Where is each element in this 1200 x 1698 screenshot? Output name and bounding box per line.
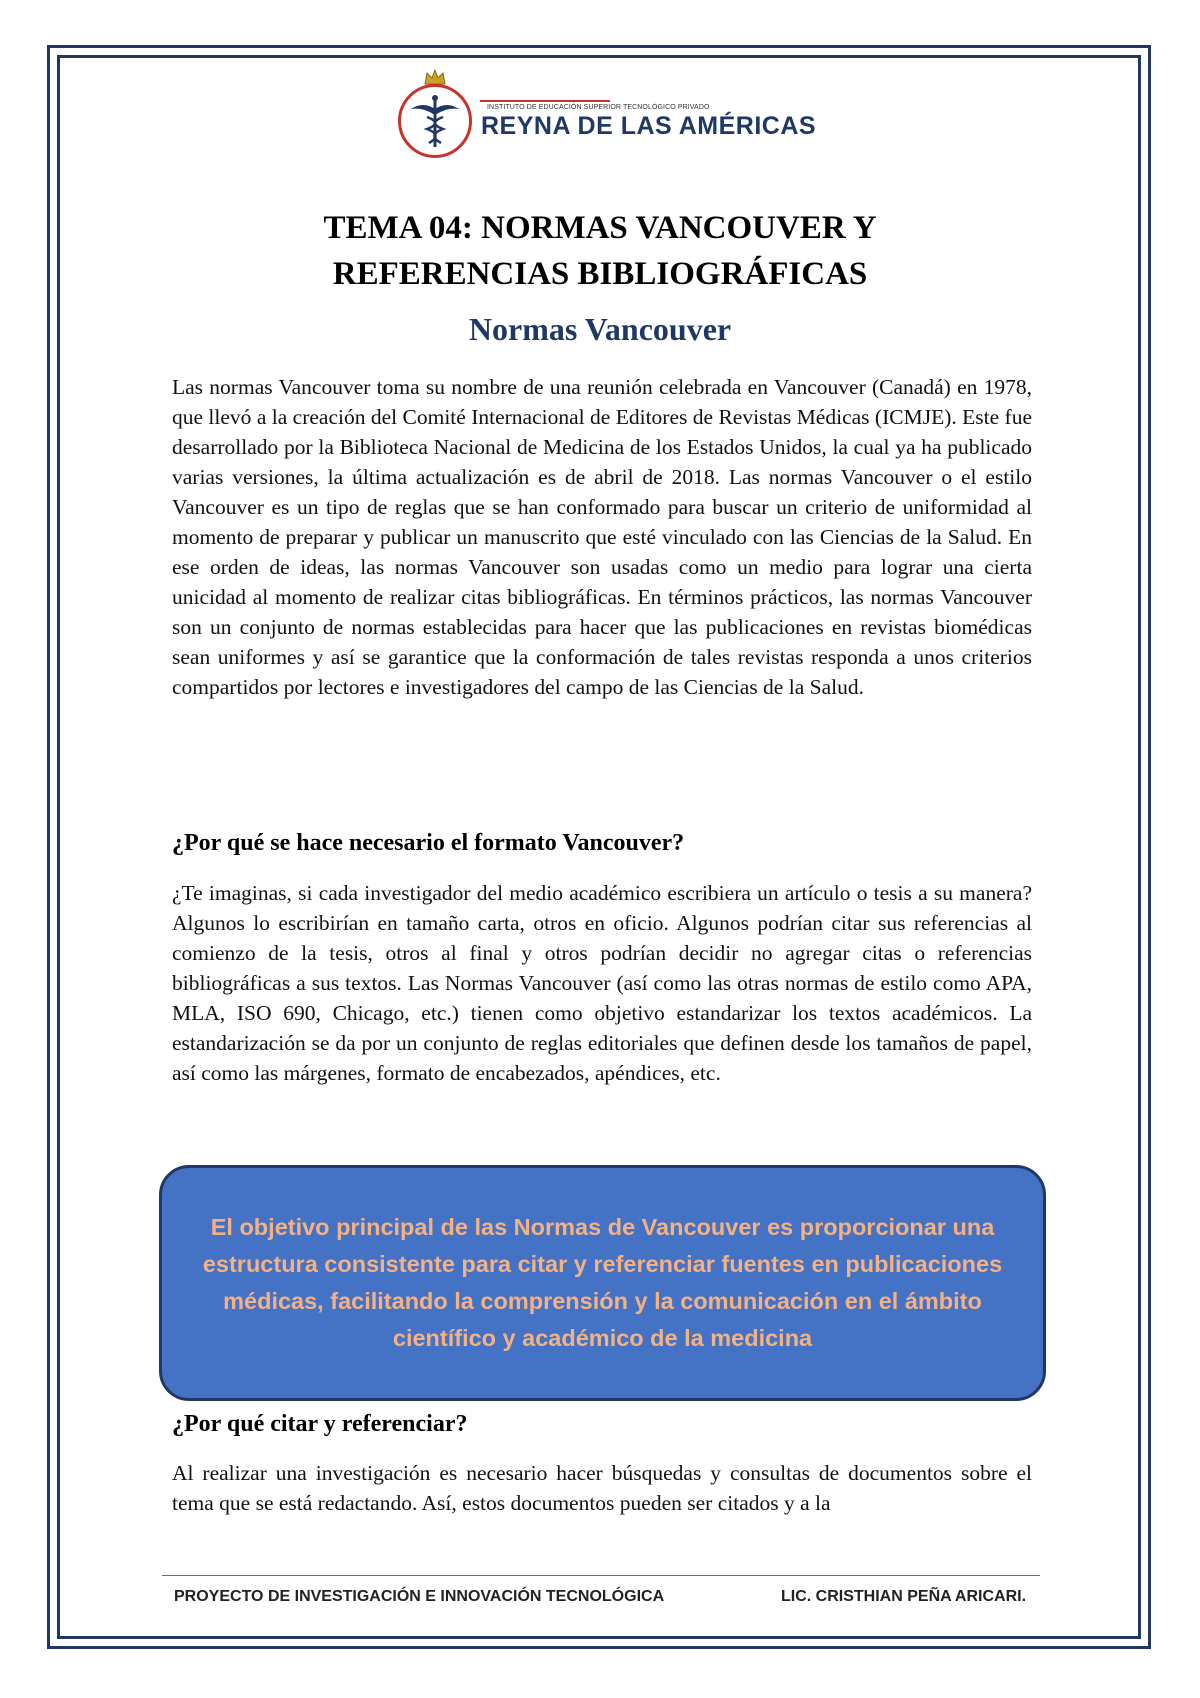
- brand-name: REYNA DE LAS AMÉRICAS: [481, 112, 817, 140]
- footer-divider: [162, 1575, 1040, 1576]
- footer-author: LIC. CRISTHIAN PEÑA ARICARI.: [781, 1588, 1027, 1605]
- institute-line: INSTITUTO DE EDUCACIÓN SUPERIOR TECNOLÓGICO PRIVADO: [487, 104, 710, 111]
- paragraph-intro: Las normas Vancouver toma su nombre de una reunión celebrada en Vancouver (Canadá) en 1978, que llevó a la creación del Comité Internacional de Editores de Revistas Médicas (ICMJE). Este fue desarrollado por la Biblioteca Nacional de Medicina de los Estados Unidos, la cual ya ha publicado varias versiones, la última actualización es de abril de 2018. Las normas Vancouver o el estilo Vancouver es un tipo de reglas que se han conformado para buscar un criterio de uniformidad al momento de preparar y publicar un manuscrito que esté vinculado con las Ciencias de la Salud. En ese orden de ideas, las normas Vancouver son usadas como un medio para lograr una cierta unicidad al momento de realizar citas bibliográficas. En términos prácticos, las normas Vancouver son un conjunto de normas establecidas para hacer que las publicaciones en revistas biomédicas sean uniformes y así se garantice que la conformación de tales revistas responda a unos criterios compartidos por lectores e investigadores del campo de las Ciencias de la Salud.: [172, 375, 1032, 699]
- title-line-1: TEMA 04: NORMAS VANCOUVER Y: [323, 210, 877, 246]
- caduceus-icon: [398, 84, 472, 158]
- footer-project: PROYECTO DE INVESTIGACIÓN E INNOVACIÓN TECNOLÓGICA: [174, 1588, 665, 1605]
- institution-logo: [392, 62, 817, 162]
- title-line-2: REFERENCIAS BIBLIOGRÁFICAS: [332, 256, 868, 292]
- page-title: [120, 205, 1080, 297]
- section-subtitle: Normas Vancouver: [468, 311, 732, 347]
- paragraph-why-format: ¿Te imaginas, si cada investigador del medio académico escribiera un artículo o tesis a su manera? Algunos lo escribirían en tamaño carta, otros en oficio. Algunos podrían citar sus referencias al comienzo de la tesis, otros al final y otros podrían decidir no agregar citas o referencias bibliográficas a sus textos. Las Normas Vancouver (así como las otras normas de estilo como APA, MLA, ISO 690, Chicago, etc.) tienen como objetivo estandarizar los textos académicos. La estandarización se da por un conjunto de reglas editoriales que definen desde los tamaños de papel, así como las márgenes, formato de encabezados, apéndices, etc.: [172, 881, 1032, 1085]
- logo-divider: [480, 100, 610, 102]
- paragraph-why-cite: Al realizar una investigación es necesario hacer búsquedas y consultas de documentos sobre el tema que se está redactando. Así, estos documentos pueden ser citados y a la: [172, 1461, 1032, 1515]
- heading-why-format: ¿Por qué se hace necesario el formato Vancouver?: [172, 830, 685, 856]
- callout-box: [159, 1165, 1046, 1401]
- callout-text: El objetivo principal de las Normas de Vancouver es proporcionar una estructura consistente para citar y referenciar fuentes en publicaciones médicas, facilitando la comprensión y la comunicación en el ámbito científico y académico de la medicina: [202, 1214, 1003, 1351]
- heading-why-cite: ¿Por qué citar y referenciar?: [172, 1411, 468, 1437]
